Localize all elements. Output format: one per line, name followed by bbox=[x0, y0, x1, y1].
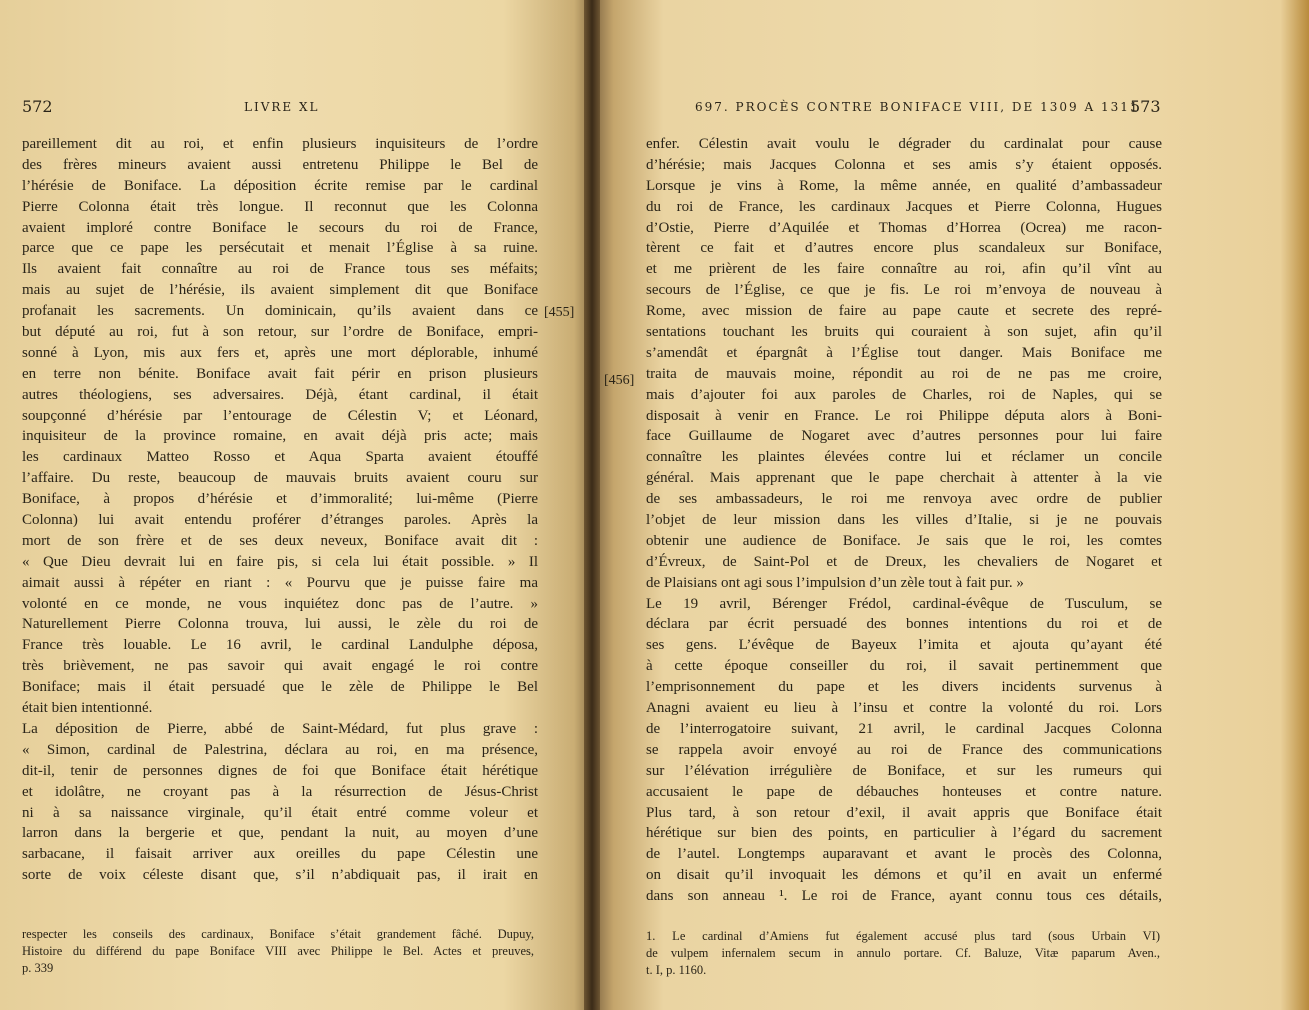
text-line: de vulpem infernalem secum in annulo portare. Cf. Baluze, Vitæ paparum Aven., bbox=[646, 946, 1160, 960]
text-line: sorte de voix céleste disant que, s’il n’abdiquait pas, il irait en bbox=[22, 867, 538, 884]
text-line: Boniface, à propos d’hérésie et d’immoralité; lui-même (Pierre bbox=[22, 491, 538, 508]
text-line: l’hérésie de Boniface. La déposition écrite remise par le cardinal bbox=[22, 177, 538, 194]
text-line: Rome, avec mission de faire au pape caute et secrete des repré- bbox=[646, 303, 1162, 320]
text-line: enfer. Célestin avait voulu le dégrader du cardinalat pour cause bbox=[646, 136, 1162, 152]
text-line: en terre non bénite. Boniface avait fait périr en prison plusieurs bbox=[22, 365, 538, 382]
text-line: 1. Le cardinal d’Amiens fut également accusé plus tard (sous Urbain VI) bbox=[646, 929, 1160, 943]
page-number: 573 bbox=[1130, 97, 1161, 116]
text-line: aimait aussi à répéter en riant : « Pourvu que je puisse faire ma bbox=[22, 574, 538, 591]
text-line: soupçonné d’hérésie par l’entourage de Célestin V; et Léonard, bbox=[22, 407, 538, 424]
text-line: déclara par écrit persuadé des bonnes intentions du roi et de bbox=[646, 616, 1162, 633]
text-line: face Guillaume de Nogaret avec d’autres personnes pour lui faire bbox=[646, 428, 1162, 445]
text-line: des frères mineurs avaient aussi entretenu Philippe le Bel de bbox=[22, 156, 538, 173]
footnotes bbox=[646, 928, 1160, 979]
text-line: dans son anneau ¹. Le roi de France, ayant connu tous ces détails, bbox=[646, 888, 1162, 905]
text-line: Pierre Colonna était très longue. Il reconnut que les Colonna bbox=[22, 198, 538, 215]
text-line: à cette époque conseiller du roi, il savait pertinemment que bbox=[646, 658, 1162, 675]
text-line: général. Mais apprenant que le pape cherchait à attenter à la vie bbox=[646, 470, 1162, 487]
text-line: Ils avaient fait connaître au roi de France tous ses méfaits; bbox=[22, 261, 538, 278]
text-line: « Que Dieu devrait lui en faire pis, si cela lui était possible. » Il bbox=[22, 553, 538, 570]
text-line: France très louable. Le 16 avril, le cardinal Landulphe déposa, bbox=[22, 637, 538, 654]
text-line: Naturellement Pierre Colonna trouva, lui aussi, le zèle du roi de bbox=[22, 616, 538, 633]
text-line: du roi de France, les cardinaux Jacques et Pierre Colonna, Hugues bbox=[646, 198, 1162, 215]
text-line: but député au roi, fut à son retour, sur l’ordre de Boniface, empri- bbox=[22, 324, 538, 341]
text-line: traita de mauvais moine, répondit au roi de ne pas me croire, bbox=[646, 365, 1162, 382]
footnotes bbox=[22, 926, 534, 977]
text-line: les cardinaux Matteo Rosso et Aqua Sparta avaient étouffé bbox=[22, 449, 538, 466]
text-line: l’emprisonnement du pape et les divers incidents survenus à bbox=[646, 679, 1162, 696]
margin-reference: [455] bbox=[544, 305, 575, 320]
text-line: obtenir une audience de Boniface. Je sais que le roi, les comtes bbox=[646, 532, 1162, 549]
text-line: d’hérésie; mais Jacques Colonna et ses amis s’y étaient opposés. bbox=[646, 156, 1162, 173]
text-line: de ses ambassadeurs, le roi me renvoya avec ordre de publier bbox=[646, 491, 1162, 508]
text-line: Colonna) lui avait entendu proférer d’étranges paroles. Après la bbox=[22, 512, 538, 529]
text-line: parce que ce pape les persécutait et menait l’Église à sa ruine. bbox=[22, 240, 538, 257]
text-line: « Simon, cardinal de Palestrina, déclara au roi, en ma présence, bbox=[22, 741, 538, 758]
text-line: disposait à venir en France. Le roi Philippe députa alors à Boni- bbox=[646, 407, 1162, 424]
text-line: sur l’élévation irrégulière de Boniface, et sur les rumeurs qui bbox=[646, 762, 1162, 779]
text-line: Boniface; mais il était persuadé que le zèle de Philippe le Bel bbox=[22, 679, 538, 696]
text-line: Histoire du différend du pape Boniface VIII avec Philippe le Bel. Actes et preuves, bbox=[22, 944, 534, 958]
text-line: t. I, p. 1160. bbox=[646, 963, 707, 977]
text-line: Plus tard, à son retour d’exil, il avait appris que Boniface était bbox=[646, 804, 1162, 821]
text-line: profanait les sacrements. Un dominicain, qu’ils avaient dans ce bbox=[22, 303, 538, 320]
text-line: p. 339 bbox=[22, 961, 54, 975]
text-line: Anagni avaient eu lieu à l’insu et contre la volonté du roi. Lors bbox=[646, 700, 1162, 717]
text-line: mais d’ajouter foi aux paroles de Charles, roi de Naples, qui se bbox=[646, 386, 1162, 403]
text-line: s’amendât et épargnât à l’Église tout danger. Mais Boniface me bbox=[646, 344, 1162, 361]
text-line: l’affaire. Du reste, beaucoup de mauvais bruits avaient couru sur bbox=[22, 470, 538, 487]
text-line: sentations touchant les bruits qui couraient à son sujet, afin qu’il bbox=[646, 324, 1162, 341]
text-line: Lorsque je vins à Rome, la même année, en qualité d’ambassadeur bbox=[646, 177, 1162, 194]
text-line: dit-il, tenir de personnes dignes de foi que Boniface était hérétique bbox=[22, 762, 538, 779]
page-number: 572 bbox=[22, 97, 53, 116]
text-line: tèrent ce fait et d’autres encore plus scandaleux sur Boniface, bbox=[646, 240, 1162, 257]
text-line: sarbacane, il faisait arriver aux oreilles du pape Célestin une bbox=[22, 846, 538, 863]
body-text bbox=[22, 134, 538, 886]
text-line: accusaient le pape de débauches honteuses et contre nature. bbox=[646, 783, 1162, 800]
text-line: se rappela avoir envoyé au roi de France des communications bbox=[646, 741, 1162, 758]
text-line: sonné à Lyon, mis aux fers et, après une mort déplorable, inhumé bbox=[22, 344, 538, 361]
text-line: respecter les conseils des cardinaux, Boniface s’était grandement fâché. Dupuy, bbox=[22, 927, 534, 941]
text-line: était bien intentionné. bbox=[22, 700, 153, 717]
body-text bbox=[646, 134, 1162, 907]
left-page bbox=[0, 0, 592, 1010]
text-line: La déposition de Pierre, abbé de Saint-Médard, fut plus grave : bbox=[22, 720, 538, 737]
text-line: très brièvement, ne pas savoir qui avait engagé le roi contre bbox=[22, 658, 538, 675]
text-line: volonté en ce monde, ne vous inquiétez donc pas de l’autre. » bbox=[22, 595, 538, 612]
text-line: l’objet de leur mission dans les villes d’Italie, si je ne pouvais bbox=[646, 512, 1162, 529]
text-line: de Plaisians ont agi sous l’impulsion d’un zèle tout à fait pur. » bbox=[646, 574, 1024, 591]
text-line: et me prièrent de les faire connaître au roi, afin qu’il vînt au bbox=[646, 261, 1162, 278]
text-line: Le 19 avril, Bérenger Frédol, cardinal-évêque de Tusculum, se bbox=[646, 595, 1162, 612]
text-line: inquisiteur de la province romaine, en avait déjà pris acte; mais bbox=[22, 428, 538, 445]
text-line: d’Ostie, Pierre d’Aquilée et Thomas d’Horrea (Ocrea) me racon- bbox=[646, 219, 1162, 236]
margin-reference: [456] bbox=[604, 373, 635, 388]
text-line: mort de son frère et de ses deux neveux, Boniface avait dit : bbox=[22, 532, 538, 549]
text-line: hérétique sur bien des points, en particulier à l’égard du sacrement bbox=[646, 825, 1162, 842]
text-line: secours de l’Église, ce que je fis. Le roi m’envoya de nouveau à bbox=[646, 282, 1162, 299]
text-line: connaître les plaintes élevées contre lui et réclamer un concile bbox=[646, 449, 1162, 466]
right-page bbox=[544, 0, 1309, 1010]
text-line: et idolâtre, ne croyant pas à la résurrection de Jésus-Christ bbox=[22, 783, 538, 800]
text-line: d’Évreux, de Saint-Pol et de Dreux, les chevaliers de Nogaret et bbox=[646, 553, 1162, 570]
text-line: pareillement dit au roi, et enfin plusieurs inquisiteurs de l’ordre bbox=[22, 136, 538, 152]
book-gutter bbox=[584, 0, 600, 1010]
text-line: autres théologiens, ses adversaires. Déjà, étant cardinal, il était bbox=[22, 386, 538, 403]
running-head: 697. PROCÈS CONTRE BONIFACE VIII, DE 1309 A 1311 bbox=[695, 100, 1140, 114]
text-line: de l’interrogatoire suivant, 21 avril, le cardinal Jacques Colonna bbox=[646, 720, 1162, 737]
text-line: ses gens. L’évêque de Bayeux l’imita et ajouta qu’ayant été bbox=[646, 637, 1162, 654]
text-line: larron dans la bergerie et que, pendant la nuit, au moyen d’une bbox=[22, 825, 538, 842]
running-head: LIVRE XL bbox=[244, 100, 320, 114]
text-line: on disait qu’il invoquait les démons et qu’il en avait un enfermé bbox=[646, 867, 1162, 884]
text-line: ni à sa naissance virginale, qu’il était entré comme voleur et bbox=[22, 804, 538, 821]
text-line: de l’autel. Longtemps auparavant et avant le procès des Colonna, bbox=[646, 846, 1162, 863]
text-line: mais au sujet de l’hérésie, ils avaient simplement dit que Boniface bbox=[22, 282, 538, 299]
text-line: avaient imploré contre Boniface le secours du roi de France, bbox=[22, 219, 538, 236]
